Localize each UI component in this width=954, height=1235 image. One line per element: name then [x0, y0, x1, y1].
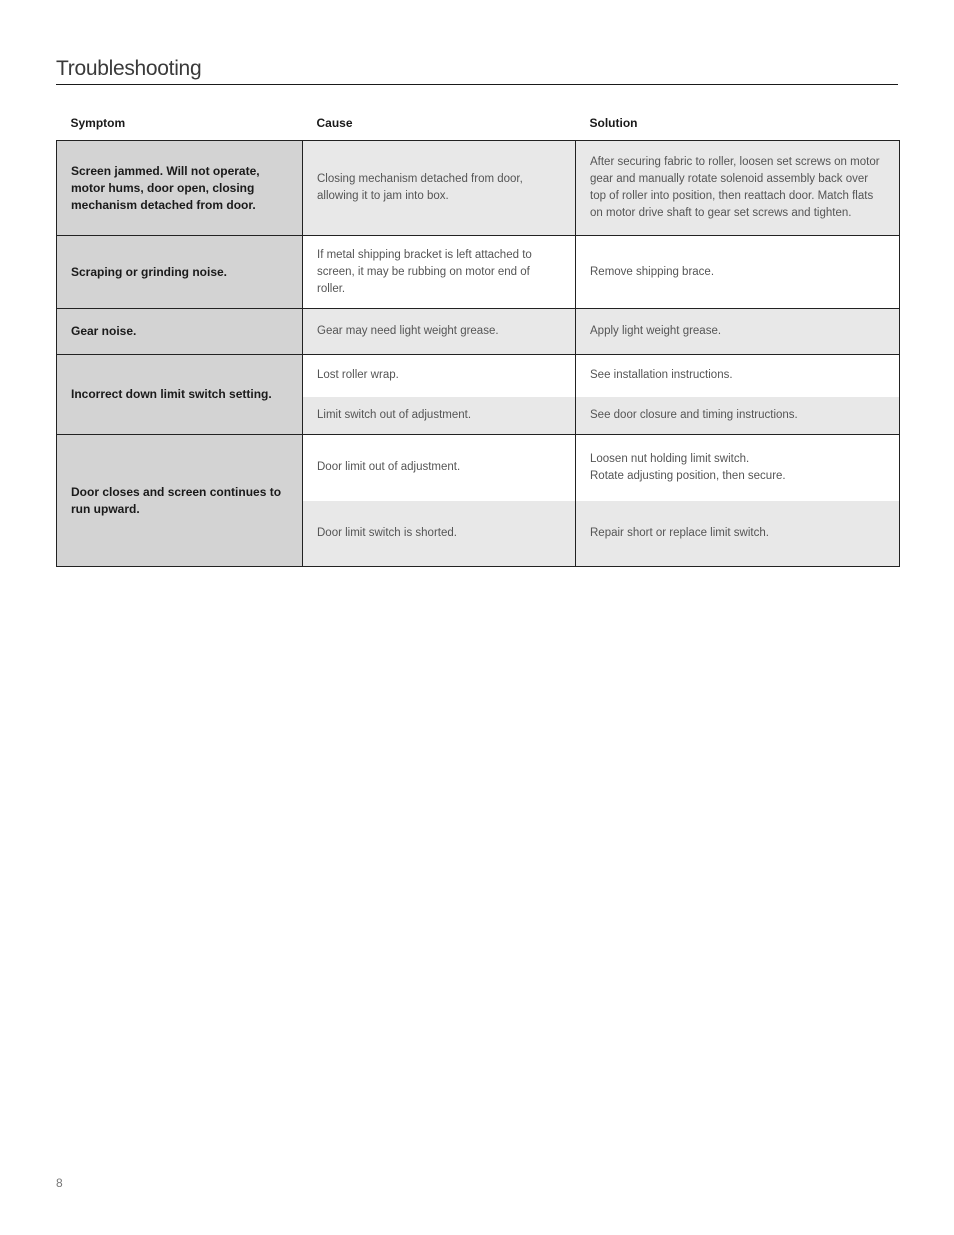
page-number: 8 — [56, 1176, 63, 1190]
solution-cell: Apply light weight grease. — [576, 309, 900, 355]
header-solution: Solution — [576, 105, 900, 141]
header-symptom: Symptom — [57, 105, 303, 141]
table-row — [57, 141, 900, 236]
symptom-cell: Scraping or grinding noise. — [57, 236, 303, 309]
solution-line: Loosen nut holding limit switch. — [590, 452, 750, 465]
cause-cell: Lost roller wrap. — [303, 355, 576, 397]
symptom-cell: Incorrect down limit switch setting. — [57, 355, 303, 435]
solution-cell: After securing fabric to roller, loosen set screws on motor gear and manually rotate solenoid assembly back over top of roller into position, then reattach door. Match flats on motor drive shaft to gear set screws and tighten. — [576, 141, 900, 236]
cause-cell: Door limit switch is shorted. — [303, 501, 576, 567]
solution-cell: Repair short or replace limit switch. — [576, 501, 900, 567]
cause-cell: Door limit out of adjustment. — [303, 435, 576, 501]
table-row — [57, 309, 900, 355]
table-row — [57, 236, 900, 309]
solution-cell: See door closure and timing instructions. — [576, 397, 900, 435]
symptom-cell: Screen jammed. Will not operate, motor hums, door open, closing mechanism detached from door. — [57, 141, 303, 236]
solution-cell: See installation instructions. — [576, 355, 900, 397]
troubleshooting-table — [56, 105, 900, 567]
table-row — [57, 355, 900, 397]
table-header-row — [57, 105, 900, 141]
symptom-cell: Gear noise. — [57, 309, 303, 355]
solution-cell — [576, 435, 900, 501]
cause-cell: Gear may need light weight grease. — [303, 309, 576, 355]
solution-line: Rotate adjusting position, then secure. — [590, 469, 786, 482]
page-title: Troubleshooting — [56, 55, 898, 85]
symptom-cell: Door closes and screen continues to run upward. — [57, 435, 303, 567]
cause-cell: Closing mechanism detached from door, allowing it to jam into box. — [303, 141, 576, 236]
table-row — [57, 435, 900, 501]
solution-cell: Remove shipping brace. — [576, 236, 900, 309]
cause-cell: If metal shipping bracket is left attached to screen, it may be rubbing on motor end of roller. — [303, 236, 576, 309]
header-cause: Cause — [303, 105, 576, 141]
cause-cell: Limit switch out of adjustment. — [303, 397, 576, 435]
